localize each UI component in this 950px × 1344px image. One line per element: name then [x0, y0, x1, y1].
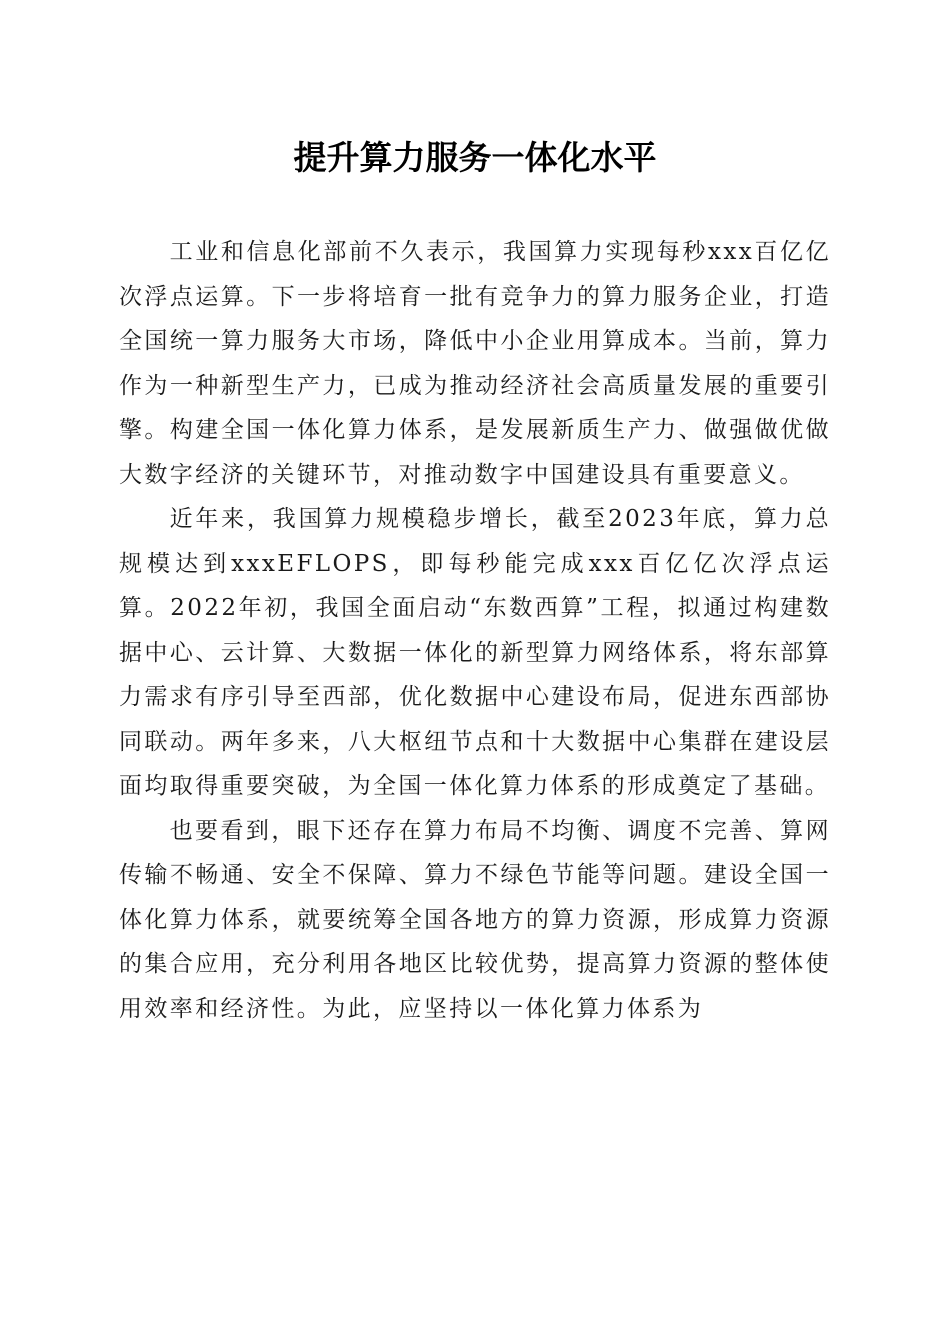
- document-title: 提升算力服务一体化水平: [293, 138, 657, 177]
- document-body: [119, 230, 831, 1031]
- paragraph-2: 近年来，我国算力规模稳步增长，截至2023年底，算力总规模达到xxxEFLOPS，即每秒能完成xxx百亿亿次浮点运算。2022年初，我国全面启动“东数西算”工程，拟通过构建数据中心、云计算、大数据一体化的新型算力网络体系，将东部算力需求有序引导至西部，优化数据中心建设布局，促进东西部协同联动。两年多来，八大枢纽节点和十大数据中心集群在建设层面均取得重要突破，为全国一体化算力体系的形成奠定了基础。: [119, 506, 831, 799]
- paragraph-3: 也要看到，眼下还存在算力布局不均衡、调度不完善、算网传输不畅通、安全不保障、算力不绿色节能等问题。建设全国一体化算力体系，就要统筹全国各地方的算力资源，形成算力资源的集合应用，充分利用各地区比较优势，提高算力资源的整体使用效率和经济性。为此，应坚持以一体化算力体系为: [119, 817, 831, 1022]
- paragraph-1: 工业和信息化部前不久表示，我国算力实现每秒xxx百亿亿次浮点运算。下一步将培育一批有竞争力的算力服务企业，打造全国统一算力服务大市场，降低中小企业用算成本。当前，算力作为一种新型生产力，已成为推动经济社会高质量发展的重要引擎。构建全国一体化算力体系，是发展新质生产力、做强做优做大数字经济的关键环节，对推动数字中国建设具有重要意义。: [119, 239, 831, 488]
